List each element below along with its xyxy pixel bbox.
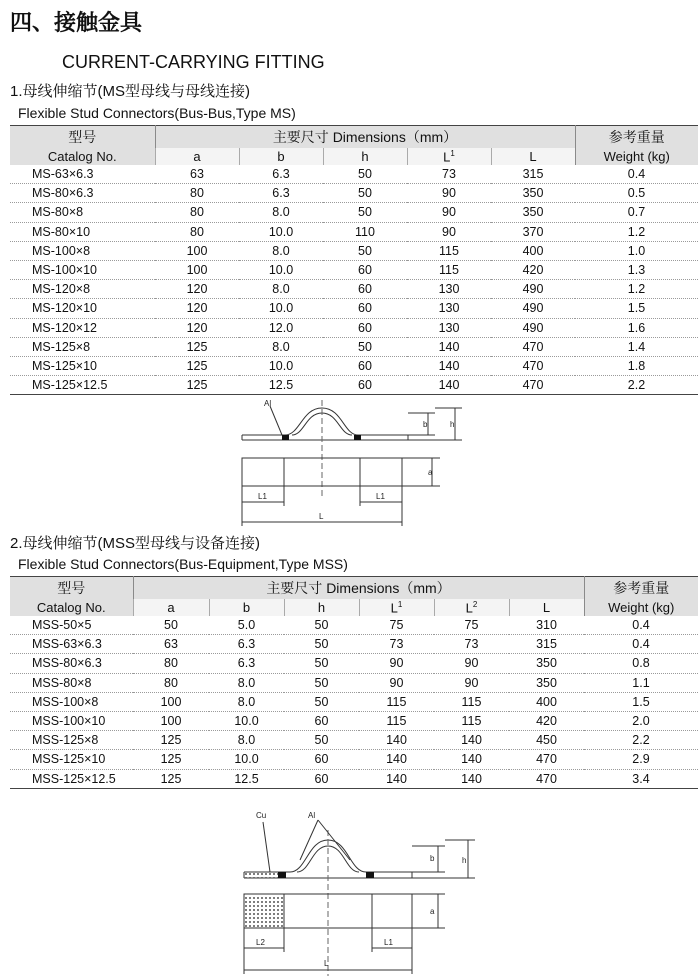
col-header-b: b bbox=[239, 148, 323, 165]
value-cell: 140 bbox=[434, 769, 509, 788]
table-row bbox=[10, 750, 698, 769]
value-cell: 90 bbox=[434, 673, 509, 692]
header-weight-cn: 参考重量 bbox=[575, 126, 698, 149]
value-cell: 12.5 bbox=[239, 376, 323, 395]
value-cell: 350 bbox=[491, 203, 575, 222]
value-cell: 8.0 bbox=[239, 203, 323, 222]
value-cell: 125 bbox=[155, 376, 239, 395]
joint-block-left bbox=[278, 872, 286, 878]
label-al: Al bbox=[308, 811, 316, 820]
label-l1-right: L1 bbox=[376, 492, 385, 501]
value-cell: 50 bbox=[284, 692, 359, 711]
value-cell: 50 bbox=[284, 673, 359, 692]
catalog-no-cell: MS-100×10 bbox=[10, 260, 155, 279]
catalog-no-cell: MS-120×8 bbox=[10, 280, 155, 299]
table-row bbox=[10, 165, 698, 184]
value-cell: 1.6 bbox=[575, 318, 698, 337]
col-header-l: L bbox=[491, 148, 575, 165]
value-cell: 1.2 bbox=[575, 280, 698, 299]
value-cell: 100 bbox=[155, 260, 239, 279]
label-l2: L2 bbox=[256, 938, 265, 947]
value-cell: 400 bbox=[509, 692, 584, 711]
value-cell: 75 bbox=[359, 616, 434, 635]
value-cell: 90 bbox=[407, 222, 491, 241]
value-cell: 1.5 bbox=[584, 692, 698, 711]
value-cell: 315 bbox=[491, 165, 575, 184]
value-cell: 490 bbox=[491, 280, 575, 299]
section1-title-cn: 1.母线伸缩节(MS型母线与母线连接) bbox=[10, 83, 251, 100]
mss-spec-table bbox=[10, 576, 698, 789]
value-cell: 8.0 bbox=[239, 337, 323, 356]
value-cell: 350 bbox=[509, 673, 584, 692]
value-cell: 125 bbox=[155, 337, 239, 356]
table-row bbox=[10, 318, 698, 337]
value-cell: 60 bbox=[323, 299, 407, 318]
header-catalog: Catalog No. bbox=[10, 599, 133, 616]
label-b: b bbox=[423, 420, 428, 429]
value-cell: 10.0 bbox=[209, 750, 284, 769]
table-row bbox=[10, 260, 698, 279]
catalog-no-cell: MSS-63×6.3 bbox=[10, 635, 133, 654]
value-cell: 125 bbox=[133, 731, 209, 750]
value-cell: 2.0 bbox=[584, 711, 698, 730]
catalog-no-cell: MS-125×10 bbox=[10, 356, 155, 375]
section2-title-cn: 2.母线伸缩节(MSS型母线与设备连接) bbox=[10, 535, 261, 552]
value-cell: 470 bbox=[491, 337, 575, 356]
value-cell: 450 bbox=[509, 731, 584, 750]
ms-spec-table bbox=[10, 125, 698, 395]
value-cell: 120 bbox=[155, 318, 239, 337]
table-row bbox=[10, 616, 698, 635]
catalog-no-cell: MSS-125×8 bbox=[10, 731, 133, 750]
header-weight-cn: 参考重量 bbox=[584, 577, 698, 600]
subscript-digit: 2 bbox=[472, 599, 478, 609]
value-cell: 0.8 bbox=[584, 654, 698, 673]
value-cell: 63 bbox=[155, 165, 239, 184]
value-cell: 63 bbox=[133, 635, 209, 654]
header-weight-en: Weight (kg) bbox=[575, 148, 698, 165]
table-row bbox=[10, 673, 698, 692]
value-cell: 140 bbox=[407, 376, 491, 395]
value-cell: 50 bbox=[133, 616, 209, 635]
value-cell: 0.4 bbox=[575, 165, 698, 184]
value-cell: 115 bbox=[407, 260, 491, 279]
catalog-no-cell: MS-125×12.5 bbox=[10, 376, 155, 395]
value-cell: 120 bbox=[155, 299, 239, 318]
value-cell: 60 bbox=[323, 280, 407, 299]
value-cell: 490 bbox=[491, 299, 575, 318]
col-header-b: b bbox=[209, 599, 284, 616]
value-cell: 130 bbox=[407, 280, 491, 299]
catalog-no-cell: MSS-100×8 bbox=[10, 692, 133, 711]
table-row bbox=[10, 222, 698, 241]
table-row bbox=[10, 203, 698, 222]
header-model-cn: 型号 bbox=[10, 577, 133, 600]
value-cell: 100 bbox=[155, 241, 239, 260]
catalog-no-cell: MS-63×6.3 bbox=[10, 165, 155, 184]
value-cell: 1.0 bbox=[575, 241, 698, 260]
value-cell: 8.0 bbox=[239, 280, 323, 299]
value-cell: 1.1 bbox=[584, 673, 698, 692]
label-cu: Cu bbox=[256, 811, 267, 820]
value-cell: 75 bbox=[434, 616, 509, 635]
value-cell: 0.4 bbox=[584, 635, 698, 654]
value-cell: 12.5 bbox=[209, 769, 284, 788]
header-dimensions: 主要尺寸 Dimensions（mm） bbox=[155, 126, 575, 149]
value-cell: 140 bbox=[407, 337, 491, 356]
value-cell: 73 bbox=[407, 165, 491, 184]
label-a: a bbox=[428, 468, 433, 477]
col-header-a: a bbox=[155, 148, 239, 165]
catalog-no-cell: MS-100×8 bbox=[10, 241, 155, 260]
value-cell: 115 bbox=[359, 711, 434, 730]
value-cell: 370 bbox=[491, 222, 575, 241]
value-cell: 8.0 bbox=[209, 673, 284, 692]
label-h: h bbox=[462, 856, 467, 865]
catalog-no-cell: MSS-80×6.3 bbox=[10, 654, 133, 673]
value-cell: 140 bbox=[434, 750, 509, 769]
value-cell: 6.3 bbox=[239, 184, 323, 203]
col-header-h: h bbox=[323, 148, 407, 165]
value-cell: 130 bbox=[407, 299, 491, 318]
section2-title-en: Flexible Stud Connectors(Bus-Equipment,Type MSS) bbox=[18, 556, 348, 572]
value-cell: 50 bbox=[284, 731, 359, 750]
value-cell: 60 bbox=[323, 376, 407, 395]
subscript-digit: 1 bbox=[397, 599, 403, 609]
value-cell: 5.0 bbox=[209, 616, 284, 635]
value-cell: 50 bbox=[284, 635, 359, 654]
col-header-l2: $L^2$ bbox=[434, 599, 509, 616]
value-cell: 310 bbox=[509, 616, 584, 635]
label-l1-left: L1 bbox=[258, 492, 267, 501]
label-b: b bbox=[430, 854, 435, 863]
value-cell: 420 bbox=[509, 711, 584, 730]
value-cell: 50 bbox=[323, 184, 407, 203]
value-cell: 100 bbox=[133, 711, 209, 730]
value-cell: 90 bbox=[359, 654, 434, 673]
value-cell: 60 bbox=[323, 318, 407, 337]
value-cell: 80 bbox=[155, 184, 239, 203]
value-cell: 140 bbox=[359, 769, 434, 788]
value-cell: 12.0 bbox=[239, 318, 323, 337]
table-row bbox=[10, 654, 698, 673]
value-cell: 60 bbox=[284, 711, 359, 730]
value-cell: 90 bbox=[434, 654, 509, 673]
value-cell: 0.5 bbox=[575, 184, 698, 203]
col-header-l1: $L^1$ bbox=[407, 148, 491, 165]
page-heading-cn: 四、接触金具 bbox=[10, 10, 143, 36]
value-cell: 2.9 bbox=[584, 750, 698, 769]
value-cell: 115 bbox=[434, 692, 509, 711]
col-header-l1: $L^1$ bbox=[359, 599, 434, 616]
value-cell: 6.3 bbox=[209, 635, 284, 654]
value-cell: 50 bbox=[323, 337, 407, 356]
catalog-no-cell: MS-80×10 bbox=[10, 222, 155, 241]
value-cell: 470 bbox=[509, 750, 584, 769]
catalog-no-cell: MS-120×10 bbox=[10, 299, 155, 318]
value-cell: 6.3 bbox=[209, 654, 284, 673]
value-cell: 125 bbox=[155, 356, 239, 375]
joint-block-left bbox=[282, 435, 289, 440]
table-row bbox=[10, 731, 698, 750]
value-cell: 10.0 bbox=[209, 711, 284, 730]
value-cell: 115 bbox=[407, 241, 491, 260]
value-cell: 115 bbox=[434, 711, 509, 730]
value-cell: 90 bbox=[407, 184, 491, 203]
value-cell: 8.0 bbox=[239, 241, 323, 260]
value-cell: 110 bbox=[323, 222, 407, 241]
label-al: Al bbox=[264, 399, 272, 408]
value-cell: 6.3 bbox=[239, 165, 323, 184]
value-cell: 1.4 bbox=[575, 337, 698, 356]
value-cell: 50 bbox=[323, 203, 407, 222]
value-cell: 2.2 bbox=[584, 731, 698, 750]
subscript-digit: 1 bbox=[450, 148, 455, 158]
table-row bbox=[10, 376, 698, 395]
value-cell: 130 bbox=[407, 318, 491, 337]
value-cell: 470 bbox=[509, 769, 584, 788]
value-cell: 490 bbox=[491, 318, 575, 337]
table-row bbox=[10, 769, 698, 788]
label-h: h bbox=[450, 420, 455, 429]
col-header-l: L bbox=[509, 599, 584, 616]
value-cell: 73 bbox=[434, 635, 509, 654]
value-cell: 1.5 bbox=[575, 299, 698, 318]
table-row bbox=[10, 635, 698, 654]
value-cell: 80 bbox=[133, 673, 209, 692]
value-cell: 1.3 bbox=[575, 260, 698, 279]
header-model-cn: 型号 bbox=[10, 126, 155, 149]
value-cell: 140 bbox=[434, 731, 509, 750]
table-row bbox=[10, 299, 698, 318]
table-row bbox=[10, 241, 698, 260]
label-l: L bbox=[319, 512, 324, 521]
value-cell: 10.0 bbox=[239, 299, 323, 318]
value-cell: 350 bbox=[509, 654, 584, 673]
value-cell: 125 bbox=[133, 750, 209, 769]
ms-connector-diagram bbox=[230, 398, 480, 533]
catalog-no-cell: MSS-50×5 bbox=[10, 616, 133, 635]
value-cell: 120 bbox=[155, 280, 239, 299]
value-cell: 400 bbox=[491, 241, 575, 260]
value-cell: 10.0 bbox=[239, 222, 323, 241]
table-row bbox=[10, 711, 698, 730]
header-catalog: Catalog No. bbox=[10, 148, 155, 165]
value-cell: 10.0 bbox=[239, 260, 323, 279]
catalog-no-cell: MS-80×8 bbox=[10, 203, 155, 222]
value-cell: 420 bbox=[491, 260, 575, 279]
value-cell: 8.0 bbox=[209, 731, 284, 750]
value-cell: 140 bbox=[359, 750, 434, 769]
value-cell: 1.2 bbox=[575, 222, 698, 241]
catalog-no-cell: MSS-125×12.5 bbox=[10, 769, 133, 788]
value-cell: 3.4 bbox=[584, 769, 698, 788]
joint-block-right bbox=[354, 435, 361, 440]
catalog-no-cell: MSS-125×10 bbox=[10, 750, 133, 769]
value-cell: 60 bbox=[323, 260, 407, 279]
value-cell: 8.0 bbox=[209, 692, 284, 711]
value-cell: 50 bbox=[284, 654, 359, 673]
catalog-no-cell: MS-125×8 bbox=[10, 337, 155, 356]
label-l1: L1 bbox=[384, 938, 393, 947]
mss-connector-diagram bbox=[200, 800, 480, 976]
label-l: L bbox=[324, 959, 329, 968]
header-dimensions: 主要尺寸 Dimensions（mm） bbox=[133, 577, 584, 600]
value-cell: 50 bbox=[323, 165, 407, 184]
value-cell: 350 bbox=[491, 184, 575, 203]
value-cell: 80 bbox=[133, 654, 209, 673]
table-row bbox=[10, 280, 698, 299]
value-cell: 0.4 bbox=[584, 616, 698, 635]
value-cell: 73 bbox=[359, 635, 434, 654]
value-cell: 10.0 bbox=[239, 356, 323, 375]
header-weight-en: Weight (kg) bbox=[584, 599, 698, 616]
catalog-no-cell: MSS-100×10 bbox=[10, 711, 133, 730]
table-row bbox=[10, 337, 698, 356]
value-cell: 60 bbox=[284, 750, 359, 769]
value-cell: 80 bbox=[155, 203, 239, 222]
value-cell: 50 bbox=[284, 616, 359, 635]
col-header-h: h bbox=[284, 599, 359, 616]
value-cell: 90 bbox=[359, 673, 434, 692]
value-cell: 90 bbox=[407, 203, 491, 222]
col-header-a: a bbox=[133, 599, 209, 616]
value-cell: 0.7 bbox=[575, 203, 698, 222]
label-a: a bbox=[430, 907, 435, 916]
page-heading-en: CURRENT-CARRYING FITTING bbox=[62, 52, 325, 72]
value-cell: 470 bbox=[491, 356, 575, 375]
value-cell: 470 bbox=[491, 376, 575, 395]
value-cell: 60 bbox=[323, 356, 407, 375]
value-cell: 115 bbox=[359, 692, 434, 711]
value-cell: 140 bbox=[359, 731, 434, 750]
value-cell: 50 bbox=[323, 241, 407, 260]
value-cell: 125 bbox=[133, 769, 209, 788]
value-cell: 140 bbox=[407, 356, 491, 375]
value-cell: 315 bbox=[509, 635, 584, 654]
copper-plate-side bbox=[244, 872, 278, 878]
catalog-no-cell: MSS-80×8 bbox=[10, 673, 133, 692]
value-cell: 60 bbox=[284, 769, 359, 788]
value-cell: 2.2 bbox=[575, 376, 698, 395]
section1-title-en: Flexible Stud Connectors(Bus-Bus,Type MS) bbox=[18, 105, 296, 121]
joint-block-right bbox=[366, 872, 374, 878]
value-cell: 80 bbox=[155, 222, 239, 241]
table-row bbox=[10, 692, 698, 711]
table-row bbox=[10, 184, 698, 203]
catalog-no-cell: MS-80×6.3 bbox=[10, 184, 155, 203]
table-row bbox=[10, 356, 698, 375]
catalog-no-cell: MS-120×12 bbox=[10, 318, 155, 337]
value-cell: 100 bbox=[133, 692, 209, 711]
value-cell: 1.8 bbox=[575, 356, 698, 375]
copper-plate-plan bbox=[245, 895, 283, 927]
